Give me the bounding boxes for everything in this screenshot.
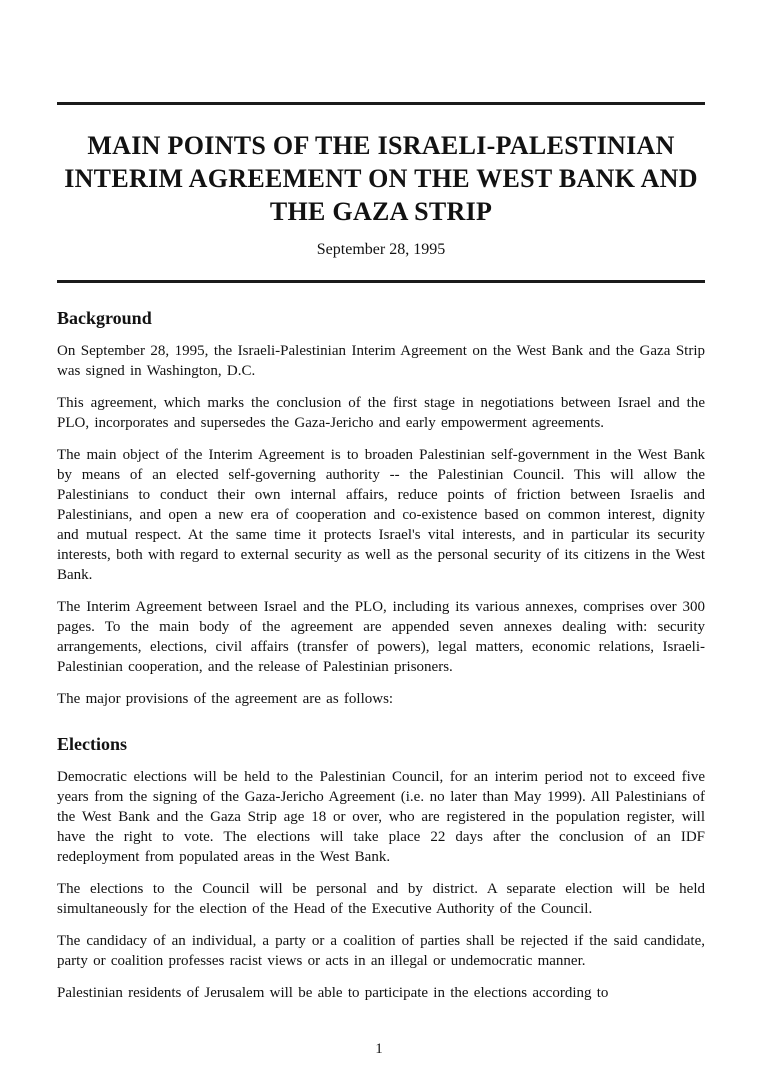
divider-rule <box>57 280 705 283</box>
paragraph: The elections to the Council will be personal and by district. A separate election will be held simultaneously for the election of the Head of the Executive Authority of the Council. <box>57 881 705 917</box>
section-heading-background: Background <box>57 308 152 328</box>
paragraph: The candidacy of an individual, a party or a coalition of parties shall be rejected if the said candidate, party or coalition professes racist views or acts in an illegal or undemocratic manner. <box>57 933 705 969</box>
title-line: INTERIM AGREEMENT ON THE WEST BANK AND <box>64 164 698 193</box>
paragraph: The Interim Agreement between Israel and the PLO, including its various annexes, comprises over 300 pages. To the main body of the agreement are appended seven annexes dealing with: security arrangements, elections, civil affairs (transfer of powers), legal matters, economic relations, Israeli-Palestinian cooperation, and the release of Palestinian prisoners. <box>57 599 705 675</box>
paragraph: The major provisions of the agreement are as follows: <box>57 691 394 707</box>
top-rule <box>57 102 705 105</box>
title-line: MAIN POINTS OF THE ISRAELI-PALESTINIAN <box>87 131 675 160</box>
paragraph: This agreement, which marks the conclusion of the first stage in negotiations between Israel and the PLO, incorporates and supersedes the Gaza-Jericho and early empowerment agreements. <box>57 395 705 431</box>
paragraph: On September 28, 1995, the Israeli-Palestinian Interim Agreement on the West Bank and the Gaza Strip was signed in Washington, D.C. <box>57 343 705 379</box>
document-date: September 28, 1995 <box>316 241 446 258</box>
document-title <box>57 129 705 228</box>
paragraph: The main object of the Interim Agreement is to broaden Palestinian self-government in the West Bank by means of an elected self-governing authority -- the Palestinian Council. This will allow the Palestinians to conduct their own internal affairs, reduce points of friction between Israelis and Palestinians, and open a new era of cooperation and co-existence based on common interest, dignity and mutual respect. At the same time it protects Israel's vital interests, and in particular its security interests, both with regard to external security as well as the personal security of its citizens in the West Bank. <box>57 447 705 583</box>
paragraph: Palestinian residents of Jerusalem will be able to participate in the elections according to <box>57 985 609 1001</box>
title-line: THE GAZA STRIP <box>269 197 493 226</box>
section-heading-elections: Elections <box>57 734 127 754</box>
page-number: 1 <box>375 1041 383 1057</box>
paragraph: Democratic elections will be held to the Palestinian Council, for an interim period not to exceed five years from the signing of the Gaza-Jericho Agreement (i.e. no later than May 1999). All Palestinians of the West Bank and the Gaza Strip age 18 or over, who are registered in the population register, will have the right to vote. The elections will take place 22 days after the conclusion of an IDF redeployment from populated areas in the West Bank. <box>57 769 705 865</box>
